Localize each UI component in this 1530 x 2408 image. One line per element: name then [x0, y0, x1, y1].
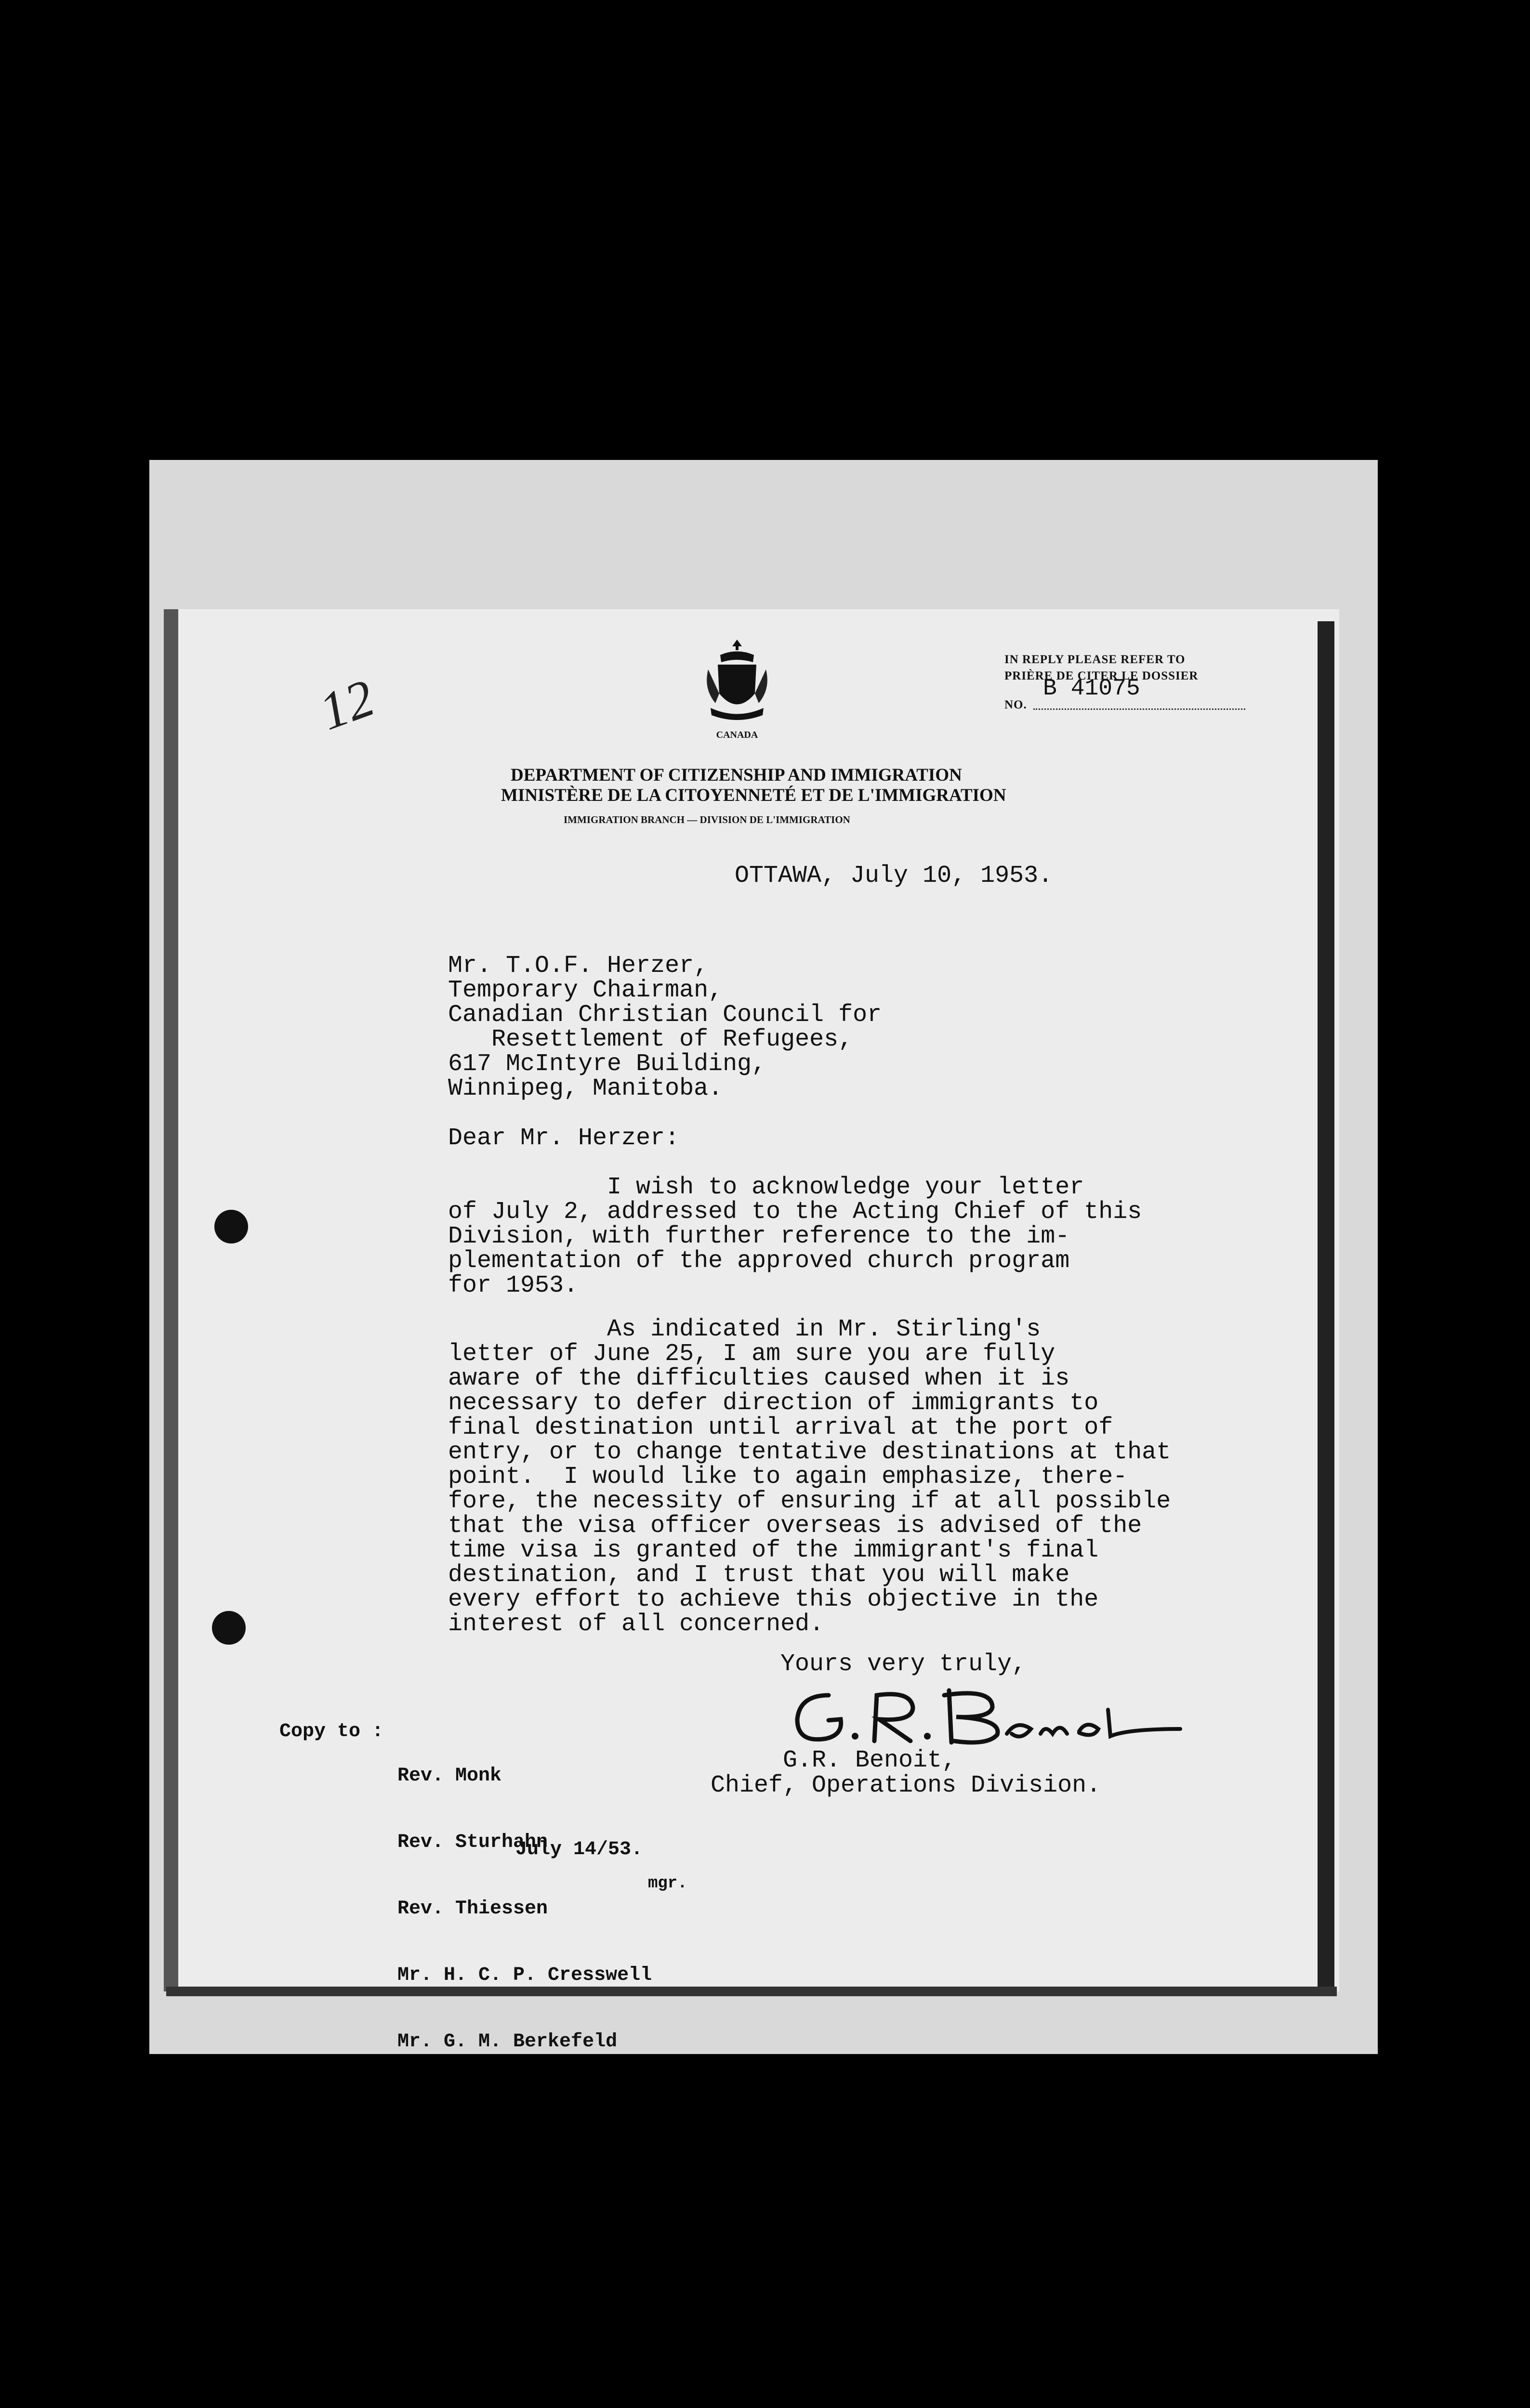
department-name-french: MINISTÈRE DE LA CITOYENNETÉ ET DE L'IMMIGRATION	[501, 785, 1006, 805]
copy-recipient: Rev. Sturhahn	[397, 1832, 548, 1853]
salutation: Dear Mr. Herzer:	[448, 1125, 680, 1152]
copy-recipient: Mr. H. C. P. Cresswell	[397, 1964, 652, 1986]
branch-name: IMMIGRATION BRANCH — DIVISION DE L'IMMIGRATION	[564, 814, 850, 825]
paragraph-line: letter of June 25, I am sure you are fully	[448, 1340, 1055, 1368]
canada-coat-of-arms-icon	[701, 636, 773, 732]
closing: Yours very truly,	[780, 1650, 1027, 1678]
paragraph-line: interest of all concerned.	[448, 1610, 824, 1638]
typist-initials: mgr.	[648, 1874, 687, 1893]
reference-line-fr: PRIÈRE DE CITER LE DOSSIER	[1004, 669, 1199, 682]
body-paragraph-2	[448, 1317, 1171, 1636]
paragraph-line: final destination until arrival at the port of	[448, 1414, 1113, 1441]
signer-title: Chief, Operations Division.	[711, 1772, 1101, 1799]
page-edge-shadow	[1318, 621, 1334, 1989]
reference-block	[1004, 652, 1216, 710]
address-line: Winnipeg, Manitoba.	[448, 1075, 723, 1102]
copy-date: July 14/53.	[515, 1839, 643, 1860]
paragraph-line: destination, and I trust that you will make	[448, 1561, 1070, 1589]
paragraph-line: of July 2, addressed to the Acting Chief of this	[448, 1198, 1142, 1226]
reference-file-number: B 41075	[1043, 676, 1140, 702]
punch-hole-bottom	[212, 1611, 246, 1645]
address-line: 617 McIntyre Building,	[448, 1050, 766, 1078]
copy-to-recipients	[397, 1721, 652, 2075]
reference-line-en: IN REPLY PLEASE REFER TO	[1004, 653, 1186, 666]
paragraph-line: I wish to acknowledge your letter	[448, 1174, 1084, 1201]
signer-name: G.R. Benoit,	[783, 1747, 957, 1774]
copy-recipient: Mr. G. M. Berkefeld	[397, 2031, 618, 2053]
page-bottom-shadow	[166, 1987, 1337, 1996]
copy-to-label: Copy to :	[279, 1721, 384, 1742]
address-line: Resettlement of Refugees,	[448, 1026, 853, 1053]
paragraph-line: point. I would like to again emphasize, there-	[448, 1463, 1128, 1491]
punch-hole-top	[214, 1210, 248, 1243]
recipient-address	[448, 954, 882, 1101]
paragraph-line: aware of the difficulties caused when it is	[448, 1365, 1070, 1392]
copy-recipient: Rev. Monk	[397, 1765, 502, 1787]
paragraph-line: entry, or to change tentative destinations at that	[448, 1439, 1171, 1466]
copy-recipient: Rev. Thiessen	[397, 1898, 548, 1920]
paragraph-line: fore, the necessity of ensuring if at all possible	[448, 1488, 1171, 1515]
department-name-english: DEPARTMENT OF CITIZENSHIP AND IMMIGRATION	[511, 765, 962, 785]
paragraph-line: time visa is granted of the immigrant's final	[448, 1537, 1099, 1564]
address-line: Canadian Christian Council for	[448, 1001, 882, 1029]
paragraph-line: Division, with further reference to the im-	[448, 1223, 1070, 1250]
crest-caption: CANADA	[716, 730, 758, 740]
paragraph-line: every effort to achieve this objective in the	[448, 1586, 1099, 1613]
reference-number-label: NO.	[1004, 698, 1027, 711]
paragraph-line: As indicated in Mr. Stirling's	[448, 1316, 1041, 1343]
paragraph-line: necessary to defer direction of immigrants to	[448, 1389, 1099, 1417]
paragraph-line: that the visa officer overseas is advised of the	[448, 1512, 1142, 1540]
reference-number-rule	[1033, 708, 1245, 710]
paragraph-line: plementation of the approved church program	[448, 1247, 1070, 1275]
paragraph-line: for 1953.	[448, 1272, 579, 1299]
body-paragraph-1	[448, 1175, 1142, 1298]
address-line: Temporary Chairman,	[448, 977, 723, 1004]
address-line: Mr. T.O.F. Herzer,	[448, 952, 709, 980]
date-line: OTTAWA, July 10, 1953.	[735, 862, 1053, 890]
handwritten-signature	[790, 1681, 1185, 1753]
margin-handwritten-note: 12	[312, 667, 382, 742]
